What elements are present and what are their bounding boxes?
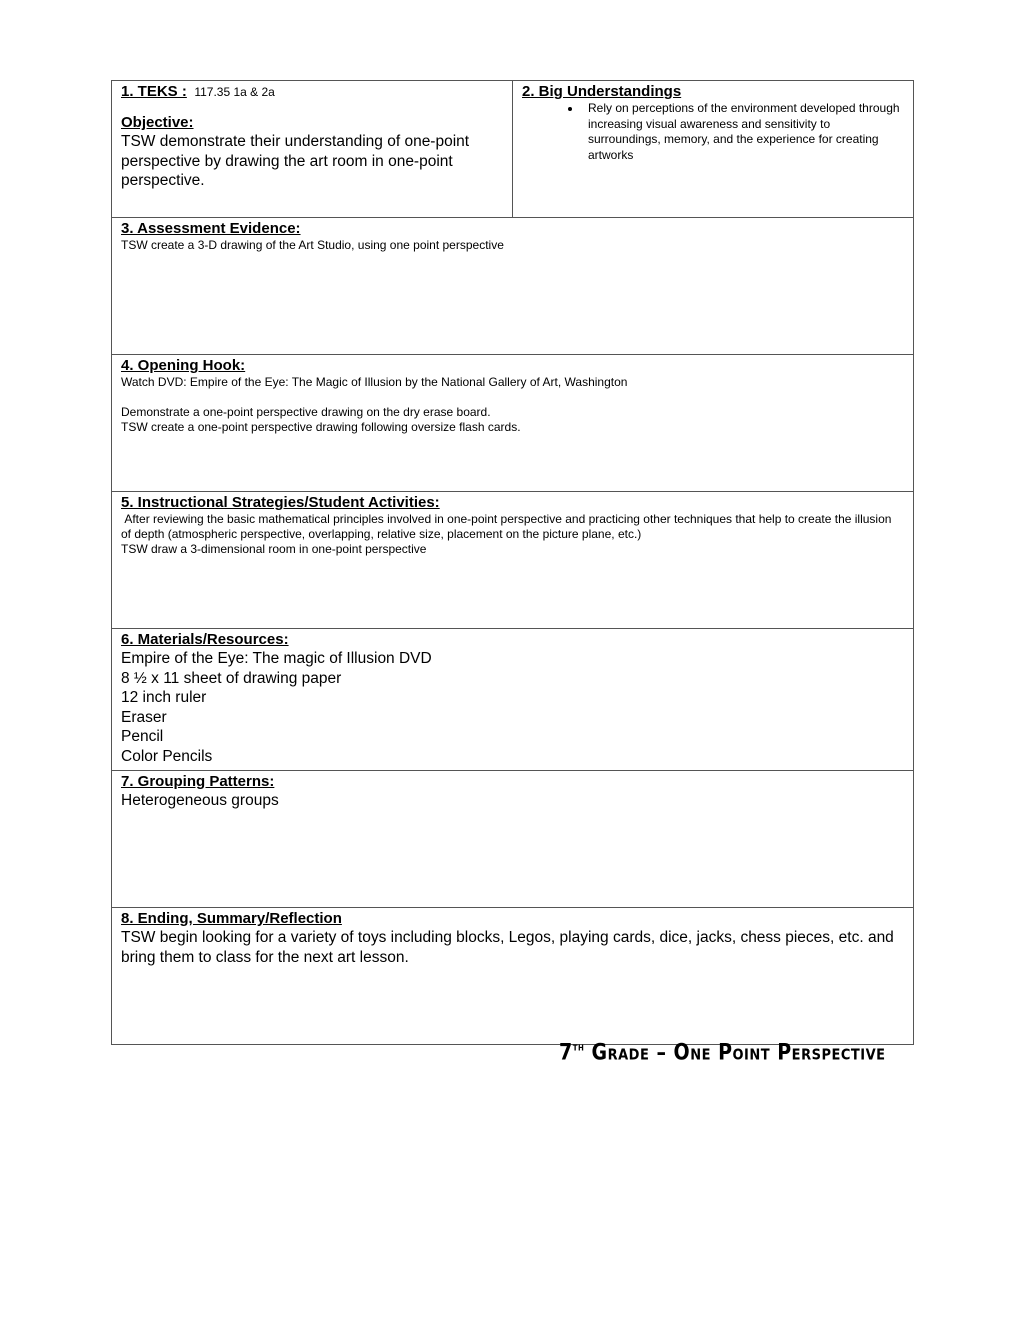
- material-item: 12 inch ruler: [121, 689, 207, 706]
- page-footer-title: [559, 1040, 886, 1065]
- instructional-heading: 5. Instructional Strategies/Student Activities:: [121, 494, 440, 511]
- footer-text: Grade – One Point Perspective: [584, 1040, 886, 1066]
- ending-text: TSW begin looking for a variety of toys including blocks, Legos, playing cards, dice, jacks, chess pieces, etc. and bring them to class for the next art lesson.: [121, 929, 894, 966]
- material-item: Eraser: [121, 708, 167, 726]
- opening-hook-line3: TSW create a one-point perspective drawing following oversize flash cards.: [121, 420, 521, 434]
- lesson-plan-table: [111, 80, 914, 1045]
- assessment-cell: [112, 218, 914, 355]
- list-item: • Rely on perceptions of the environment developed through increasing visual awareness and sensitivity to surroundings, memory, and the experience for creating artworks: [582, 101, 904, 163]
- instructional-cell: [112, 492, 914, 629]
- material-item: 8 ½ x 11 sheet of drawing paper: [121, 669, 342, 687]
- instructional-line2: TSW draw a 3-dimensional room in one-point perspective: [121, 542, 427, 556]
- objective-text: TSW demonstrate their understanding of one-point perspective by drawing the art room in one-point perspective.: [121, 133, 470, 189]
- grouping-text: Heterogeneous groups: [121, 792, 279, 809]
- big-understandings-cell: [513, 81, 914, 218]
- opening-hook-heading: 4. Opening Hook:: [121, 357, 246, 374]
- teks-heading: 1. TEKS :: [121, 83, 187, 100]
- ending-cell: [112, 908, 914, 1045]
- opening-hook-cell: [112, 355, 914, 492]
- teks-value: 117.35 1a & 2a: [194, 85, 275, 99]
- opening-hook-line2: Demonstrate a one-point perspective drawing on the dry erase board.: [121, 405, 491, 419]
- assessment-heading: 3. Assessment Evidence:: [121, 220, 301, 237]
- grouping-cell: [112, 771, 914, 908]
- assessment-text: TSW create a 3-D drawing of the Art Studio, using one point perspective: [121, 238, 504, 252]
- ending-heading: 8. Ending, Summary/Reflection: [121, 910, 342, 927]
- big-understandings-heading: 2. Big Understandings: [522, 83, 682, 100]
- footer-suffix: th: [572, 1041, 585, 1054]
- material-item: Pencil: [121, 728, 164, 745]
- footer-grade: 7: [559, 1040, 573, 1066]
- materials-heading: 6. Materials/Resources:: [121, 631, 289, 648]
- objective-heading: Objective:: [121, 114, 194, 131]
- opening-hook-line1: Watch DVD: Empire of the Eye: The Magic of Illusion by the National Gallery of Art, Washington: [121, 375, 628, 389]
- material-item: Empire of the Eye: The magic of Illusion DVD: [121, 650, 432, 667]
- material-item: Color Pencils: [121, 747, 213, 765]
- grouping-heading: 7. Grouping Patterns:: [121, 773, 275, 790]
- big-understandings-list: [522, 101, 904, 163]
- materials-cell: [112, 629, 914, 771]
- teks-objective-cell: [112, 81, 513, 218]
- instructional-line1: After reviewing the basic mathematical principles involved in one-point perspective and practicing other techniques that help to create the illusion of depth (atmospheric perspective, overlapping, relative size, placement on the picture plane, etc.): [121, 512, 895, 541]
